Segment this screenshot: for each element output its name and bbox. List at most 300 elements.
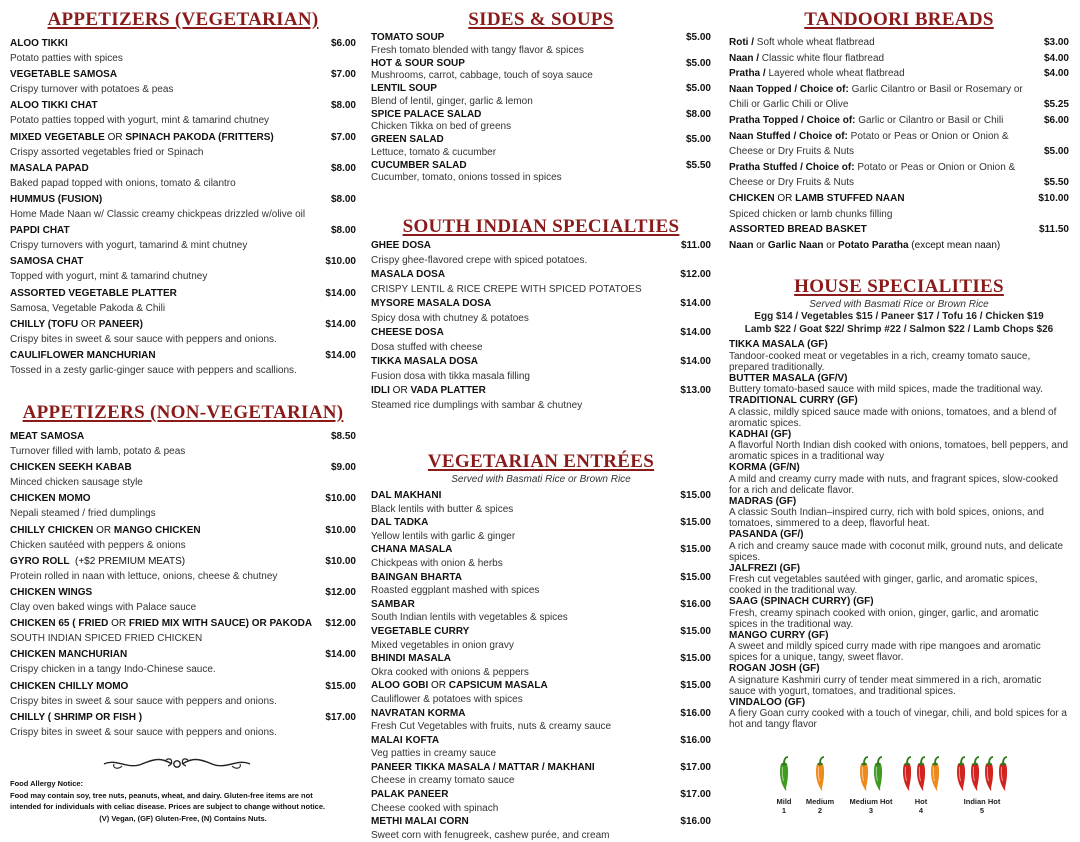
house-prices-2: Lamb $22 / Goat $22/ Shrimp #22 / Salmon $22 / Lamb Chops $26 bbox=[744, 323, 1054, 335]
menu-item bbox=[10, 36, 356, 67]
menu-item bbox=[729, 395, 1069, 429]
item-name: ALOO TIKKI bbox=[10, 38, 68, 49]
item-price: $11.50 bbox=[1038, 224, 1069, 236]
item-desc: Crispy bites in sweet & sour sauce with peppers and onions. bbox=[10, 726, 277, 738]
item-price: $12.00 bbox=[325, 618, 356, 630]
item-name bbox=[10, 130, 274, 145]
spice-level-name: Medium bbox=[805, 797, 835, 806]
veg-entrees-list bbox=[371, 489, 711, 842]
item-price: $7.00 bbox=[330, 69, 356, 81]
spice-level-name: Medium Hot bbox=[849, 797, 893, 806]
item-desc: Crispy chicken in a tangy Indo-Chinese sauce. bbox=[10, 664, 216, 676]
item-desc: Spicy dosa with chutney & potatoes bbox=[371, 312, 529, 324]
bread-item bbox=[729, 51, 1069, 67]
menu-item bbox=[10, 161, 356, 192]
bread-item bbox=[729, 113, 1069, 129]
appetizers-veg-title: APPETIZERS (VEGETARIAN) bbox=[47, 9, 319, 30]
item-desc: Topped with yogurt, mint & tamarind chutney bbox=[10, 271, 208, 283]
item-desc: Potato patties topped with yogurt, mint & tamarind chutney bbox=[10, 115, 270, 127]
item-desc bbox=[729, 238, 1069, 254]
spice-level-name: Indian Hot bbox=[963, 797, 1001, 806]
menu-item bbox=[10, 67, 356, 98]
allergy-legend: (V) Vegan, (GF) Gluten-Free, (N) Contains Nuts. bbox=[99, 813, 267, 823]
item-name: Roti / bbox=[729, 37, 754, 48]
item-name: SAAG (SPINACH CURRY) (GF) bbox=[729, 596, 874, 608]
basket-opt: Potato Paratha bbox=[837, 239, 909, 251]
item-name: JALFREZI (GF) bbox=[729, 562, 801, 574]
item-desc: Clay oven baked wings with Palace sauce bbox=[10, 602, 197, 613]
scroll-ornament-icon bbox=[102, 756, 252, 772]
item-name: Pratha Topped / Choice of: bbox=[729, 114, 856, 126]
menu-item bbox=[371, 761, 711, 788]
item-name-a: CHILLY (TOFU bbox=[10, 318, 79, 330]
item-name: PANEER TIKKA MASALA / MATTAR / MAKHANI bbox=[371, 761, 595, 773]
allergy-line: Food may contain soy, tree nuts, peanuts, wheat, and dairy. Gluten-free items are not bbox=[10, 790, 313, 800]
item-price: $4.00 bbox=[1043, 68, 1069, 80]
bread-item bbox=[729, 160, 1069, 191]
item-desc: Garlic Cilantro or Basil or Rosemary or Chili or Garlic Chili or Olive bbox=[729, 83, 1023, 111]
item-price: $5.25 bbox=[1043, 99, 1069, 111]
house-specialities-title: HOUSE SPECIALITIES bbox=[794, 276, 1004, 298]
item-desc: Layered whole wheat flatbread bbox=[765, 68, 905, 80]
item-note: (+$2 PREMIUM MEATS) bbox=[69, 555, 186, 567]
menu-item bbox=[10, 98, 356, 129]
item-name: CHILLY ( SHRIMP OR FISH ) bbox=[10, 711, 143, 723]
item-name bbox=[10, 554, 185, 569]
item-desc: Blend of lentil, ginger, garlic & lemon bbox=[371, 95, 533, 107]
spice-level-2-peppers bbox=[814, 756, 826, 794]
item-price: $15.00 bbox=[680, 625, 711, 637]
or-word: OR bbox=[93, 524, 114, 536]
item-name-b: LAMB STUFFED NAAN bbox=[795, 192, 905, 204]
item-price: $14.00 bbox=[680, 356, 711, 367]
item-desc: Crispy ghee-flavored crepe with spiced potatoes. bbox=[371, 254, 588, 266]
or-word: or bbox=[823, 239, 838, 251]
menu-item bbox=[371, 239, 711, 268]
spice-level-number: 1 bbox=[781, 806, 787, 815]
item-name: MASALA PAPAD bbox=[10, 162, 89, 174]
item-price: $5.50 bbox=[1043, 177, 1069, 189]
item-price: $14.00 bbox=[325, 287, 356, 299]
item-desc: Cheese cooked with spinach bbox=[371, 802, 499, 814]
item-desc: A sweet and mildly spiced curry made with ripe mangoes and aromatic spices for a unique, tangy, sweet flavor. bbox=[729, 641, 1041, 664]
item-name: Naan / bbox=[729, 52, 760, 64]
item-name: SAMOSA CHAT bbox=[10, 256, 84, 268]
menu-item bbox=[729, 663, 1069, 697]
menu-item bbox=[371, 32, 711, 58]
menu-item bbox=[729, 429, 1069, 463]
item-name bbox=[10, 616, 312, 631]
item-name: PAPDI CHAT bbox=[10, 225, 70, 237]
item-price: $9.00 bbox=[330, 462, 356, 474]
item-name: MANGO CURRY (GF) bbox=[729, 629, 829, 641]
item-desc: Soft whole wheat flatbread bbox=[754, 37, 875, 48]
item-name: KORMA (GF/N) bbox=[729, 462, 800, 474]
menu-item bbox=[10, 286, 356, 317]
spice-level-5-peppers bbox=[955, 756, 1009, 794]
item-name-b: CAPSICUM MASALA bbox=[448, 680, 548, 692]
menu-item bbox=[10, 317, 356, 348]
item-name: KADHAI (GF) bbox=[729, 428, 792, 440]
item-price: $11.00 bbox=[680, 240, 711, 251]
item-desc: Crispy turnovers with yogurt, tamarind & mint chutney bbox=[10, 240, 248, 252]
menu-item bbox=[371, 815, 711, 842]
item-price: $10.00 bbox=[325, 524, 356, 536]
item-name: DAL TADKA bbox=[371, 517, 429, 529]
menu-item bbox=[10, 192, 356, 223]
menu-item bbox=[371, 160, 711, 186]
item-price: $6.00 bbox=[330, 38, 356, 49]
item-name: Naan Stuffed / Choice of: bbox=[729, 130, 848, 142]
breads-list bbox=[729, 35, 1069, 253]
menu-item bbox=[371, 707, 711, 734]
item-desc: Protein rolled in naan with lettuce, onions, cheese & chutney bbox=[10, 570, 278, 582]
item-price: $16.00 bbox=[680, 734, 711, 746]
item-name: CHANA MASALA bbox=[371, 544, 453, 556]
sides-soups-title: SIDES & SOUPS bbox=[468, 9, 614, 30]
item-price: $16.00 bbox=[680, 816, 711, 828]
item-desc: A mild and creamy curry made with nuts, and fragrant spices, slow-cooked for a rich and delicate flavor. bbox=[729, 473, 1059, 496]
item-desc: Baked papad topped with onions, tomato & cilantro bbox=[10, 177, 236, 189]
item-desc: Garlic or Cilantro or Basil or Chili bbox=[855, 114, 1004, 126]
menu-item bbox=[10, 523, 356, 554]
item-name: BUTTER MASALA (GF/V) bbox=[729, 372, 848, 384]
left-column bbox=[10, 8, 356, 741]
basket-opt: Naan bbox=[729, 239, 754, 251]
bread-item bbox=[729, 129, 1069, 160]
item-desc: Turnover filled with lamb, potato & peas bbox=[10, 446, 186, 458]
item-price: $8.00 bbox=[330, 162, 356, 174]
menu-item bbox=[729, 630, 1069, 664]
item-name: VEGETABLE SAMOSA bbox=[10, 69, 118, 81]
item-name: ALOO TIKKI CHAT bbox=[10, 100, 98, 112]
item-name: PASANDA (GF/) bbox=[729, 529, 804, 541]
spice-level-scale bbox=[770, 756, 1030, 816]
menu-item bbox=[371, 355, 711, 384]
item-desc: Nepali steamed / fried dumplings bbox=[10, 508, 156, 520]
item-desc: Okra cooked with onions & peppers bbox=[371, 666, 529, 678]
item-name bbox=[10, 317, 143, 332]
item-name: SAMBAR bbox=[371, 598, 415, 610]
bread-item bbox=[729, 82, 1069, 113]
menu-item bbox=[371, 326, 711, 355]
item-name-a: GYRO ROLL bbox=[10, 555, 70, 567]
item-name-b: PANEER) bbox=[98, 318, 143, 330]
menu-item bbox=[10, 130, 356, 161]
item-price: $8.50 bbox=[330, 431, 356, 443]
item-name: MADRAS (GF) bbox=[729, 495, 797, 507]
spice-level-3-peppers bbox=[858, 756, 884, 794]
item-name: MYSORE MASALA DOSA bbox=[371, 298, 492, 309]
item-desc: A fiery Goan curry cooked with a touch of vinegar, chili, and bold spices for a hot and tangy flavor bbox=[729, 708, 1067, 731]
menu-item bbox=[729, 697, 1069, 731]
spice-level-name: Hot bbox=[914, 797, 928, 806]
item-desc: Samosa, Vegetable Pakoda & Chili bbox=[10, 302, 166, 314]
item-name: TRADITIONAL CURRY (GF) bbox=[729, 395, 858, 407]
or-word: or bbox=[753, 239, 768, 251]
item-price: $10.00 bbox=[325, 493, 356, 505]
item-name: BHINDI MASALA bbox=[371, 653, 451, 665]
item-desc: Potato or Peas or Onion or Onion & Cheese or Dry Fruits & Nuts bbox=[729, 161, 1016, 189]
south-indian-list bbox=[371, 239, 711, 413]
item-name-b: SPINACH PAKODA (FRITTERS) bbox=[125, 131, 274, 143]
menu-item bbox=[10, 223, 356, 254]
menu-item bbox=[371, 489, 711, 516]
item-price: $17.00 bbox=[325, 711, 356, 723]
item-name: CHICKEN SEEKH KABAB bbox=[10, 462, 132, 474]
menu-item bbox=[371, 598, 711, 625]
item-desc: Cheese in creamy tomato sauce bbox=[371, 775, 515, 787]
or-word: OR bbox=[774, 192, 796, 204]
item-name: MEAT SAMOSA bbox=[10, 431, 85, 443]
item-name bbox=[371, 384, 486, 399]
house-list bbox=[729, 339, 1069, 730]
item-name-b: FRIED MIX WITH SAUCE) OR PAKODA bbox=[128, 618, 313, 630]
item-price: $16.00 bbox=[680, 707, 711, 719]
item-price: $5.00 bbox=[1043, 146, 1069, 158]
item-name: VINDALOO (GF) bbox=[729, 696, 806, 708]
item-price: $16.00 bbox=[680, 598, 711, 610]
item-name: VEGETABLE CURRY bbox=[371, 625, 470, 637]
menu-item bbox=[10, 491, 356, 522]
menu-item bbox=[10, 710, 356, 741]
south-indian-title: SOUTH INDIAN SPECIALTIES bbox=[402, 216, 680, 237]
menu-item bbox=[371, 83, 711, 109]
item-desc: Crispy turnover with potatoes & peas bbox=[10, 84, 174, 96]
item-price: $5.50 bbox=[685, 159, 711, 171]
spice-level-number: 2 bbox=[817, 806, 823, 815]
item-desc: Black lentils with butter & spices bbox=[371, 503, 514, 515]
spice-level-1-peppers bbox=[778, 756, 790, 794]
chili-pepper-icon bbox=[997, 756, 1009, 794]
item-price: $14.00 bbox=[680, 327, 711, 338]
item-name: Pratha Stuffed / Choice of: bbox=[729, 161, 855, 173]
item-price: $12.00 bbox=[325, 587, 356, 598]
item-name: TIKKA MASALA (GF) bbox=[729, 339, 828, 351]
menu-item bbox=[10, 348, 356, 379]
item-desc: Mushrooms, carrot, cabbage, touch of soya sauce bbox=[371, 70, 593, 81]
item-desc: Steamed rice dumplings with sambar & chutney bbox=[371, 399, 583, 411]
menu-item bbox=[729, 373, 1069, 396]
item-name: MALAI KOFTA bbox=[371, 734, 440, 746]
allergy-line: intended for individuals with celiac disease. Prices are subject to change without notice. bbox=[10, 802, 326, 811]
spice-level-name: Mild bbox=[776, 797, 792, 806]
item-desc: Fresh Cut Vegetables with fruits, nuts & creamy sauce bbox=[371, 721, 612, 733]
item-price: $15.00 bbox=[680, 571, 711, 583]
item-name-a: IDLI bbox=[371, 385, 390, 396]
menu-item bbox=[729, 339, 1069, 373]
item-desc: Chicken sautéed with peppers & onions bbox=[10, 539, 186, 551]
item-price: $15.00 bbox=[680, 653, 711, 665]
item-price: $8.00 bbox=[330, 193, 356, 205]
item-desc: Cauliflower & potatoes with spices bbox=[371, 693, 523, 705]
item-price: $14.00 bbox=[325, 649, 356, 661]
item-price: $4.00 bbox=[1043, 52, 1069, 64]
item-price: $8.00 bbox=[685, 108, 711, 120]
item-desc: Crispy bites in sweet & sour sauce with peppers and onions. bbox=[10, 333, 277, 345]
item-name: ASSORTED BREAD BASKET bbox=[729, 224, 867, 236]
item-price: $17.00 bbox=[680, 789, 711, 801]
item-price: $14.00 bbox=[680, 298, 711, 309]
item-desc: Home Made Naan w/ Classic creamy chickpeas drizzled w/olive oil bbox=[10, 208, 306, 220]
item-name: CHEESE DOSA bbox=[371, 327, 444, 338]
menu-item bbox=[10, 554, 356, 585]
item-price: $14.00 bbox=[325, 318, 356, 330]
chili-pepper-icon bbox=[858, 756, 870, 794]
item-desc: Minced chicken sausage style bbox=[10, 477, 143, 489]
item-name bbox=[10, 523, 201, 538]
item-name: Pratha / bbox=[729, 68, 766, 80]
chili-pepper-icon bbox=[929, 756, 941, 794]
item-price: $12.00 bbox=[680, 269, 711, 280]
chili-pepper-icon bbox=[955, 756, 967, 794]
chili-pepper-icon bbox=[969, 756, 981, 794]
bread-item bbox=[729, 35, 1069, 51]
item-price: $15.00 bbox=[680, 680, 711, 692]
menu-item bbox=[371, 516, 711, 543]
item-desc: Crispy assorted vegetables fried or Spinach bbox=[10, 146, 204, 158]
or-word: OR bbox=[104, 131, 126, 143]
item-desc: Potato or Peas or Onion or Onion & Cheese or Dry Fruits & Nuts bbox=[729, 130, 1009, 158]
bread-item bbox=[729, 66, 1069, 82]
item-name: HUMMUS (FUSION) bbox=[10, 193, 103, 205]
item-price: $15.00 bbox=[680, 517, 711, 529]
menu-item bbox=[371, 58, 711, 84]
menu-item bbox=[371, 109, 711, 135]
menu-item bbox=[10, 647, 356, 678]
or-word: OR bbox=[428, 680, 449, 692]
item-desc: A classic South Indian–inspired curry, rich with bold spices, onions, and tomatoes, simmered to a deep, flavorful heat. bbox=[729, 507, 1044, 530]
item-name: ASSORTED VEGETABLE PLATTER bbox=[10, 287, 177, 299]
item-price: $5.00 bbox=[685, 57, 711, 69]
menu-item bbox=[10, 429, 356, 460]
item-price: $15.00 bbox=[680, 544, 711, 556]
item-price: $5.00 bbox=[685, 83, 711, 94]
item-desc: Mixed vegetables in onion gravy bbox=[371, 639, 514, 651]
item-name: NAVRATAN KORMA bbox=[371, 707, 466, 719]
item-price: $6.00 bbox=[1043, 114, 1069, 126]
item-desc: Fusion dosa with tikka masala filling bbox=[371, 370, 530, 382]
sides-soups-list bbox=[371, 32, 711, 185]
item-name: CHICKEN WINGS bbox=[10, 587, 93, 598]
item-name-a: CHILLY CHICKEN bbox=[10, 524, 94, 536]
item-desc: Veg patties in creamy sauce bbox=[371, 748, 497, 760]
menu-item bbox=[729, 462, 1069, 496]
chili-pepper-icon bbox=[814, 756, 826, 794]
item-name: ROGAN JOSH (GF) bbox=[729, 663, 820, 675]
item-name bbox=[729, 191, 905, 207]
bread-basket-item bbox=[729, 222, 1069, 253]
menu-item bbox=[10, 254, 356, 285]
item-name: HOT & SOUR SOUP bbox=[371, 57, 465, 69]
menu-item bbox=[10, 460, 356, 491]
item-price: $3.00 bbox=[1043, 37, 1069, 48]
middle-column bbox=[371, 8, 711, 842]
menu-item bbox=[371, 571, 711, 598]
item-desc: Tandoor-cooked meat or vegetables in a rich, creamy tomato sauce, prepared traditionally. bbox=[729, 350, 1031, 373]
item-desc: Fresh cut vegetables sautéed with ginger, garlic, and aromatic spices, cooked in the traditional way. bbox=[729, 574, 1038, 597]
item-name: CUCUMBER SALAD bbox=[371, 159, 467, 171]
spice-level-number: 5 bbox=[979, 806, 985, 815]
item-name: SPICE PALACE SALAD bbox=[371, 108, 482, 120]
item-desc: SOUTH INDIAN SPICED FRIED CHICKEN bbox=[10, 633, 203, 645]
item-price: $17.00 bbox=[680, 761, 711, 773]
item-name: Naan Topped / Choice of: bbox=[729, 83, 849, 95]
allergy-notice bbox=[10, 778, 356, 824]
veg-entrees-title: VEGETARIAN ENTRÉES bbox=[427, 451, 655, 472]
item-desc: Crispy bites in sweet & sour sauce with peppers and onions. bbox=[10, 695, 277, 707]
menu-item bbox=[729, 496, 1069, 530]
item-name: CHICKEN MOMO bbox=[10, 493, 91, 505]
menu-item bbox=[10, 585, 356, 616]
item-desc: Cucumber, tomato, onions tossed in spices bbox=[371, 172, 562, 183]
item-desc: Fresh, creamy spinach cooked with onion, ginger, garlic, and aromatic spices in the traditional way. bbox=[729, 607, 1039, 630]
item-desc: Chicken Tikka on bed of greens bbox=[371, 121, 512, 132]
item-desc: Lettuce, tomato & cucumber bbox=[371, 146, 497, 158]
chili-pepper-icon bbox=[901, 756, 913, 794]
item-desc: Classic white flour flatbread bbox=[759, 52, 885, 64]
item-desc: A classic, mildly spiced sauce made with onions, tomatoes, and a blend of aromatic spices. bbox=[729, 406, 1057, 429]
menu-item bbox=[371, 734, 711, 761]
menu-item bbox=[10, 616, 356, 647]
appetizers-veg-list bbox=[10, 36, 356, 379]
item-price: $15.00 bbox=[325, 680, 356, 692]
item-name: CHICKEN CHILLY MOMO bbox=[10, 680, 129, 692]
item-name: TIKKA MASALA DOSA bbox=[371, 356, 479, 367]
item-name: PALAK PANEER bbox=[371, 789, 449, 801]
item-desc: Fresh tomato blended with tangy flavor & spices bbox=[371, 44, 584, 56]
menu-item bbox=[729, 596, 1069, 630]
item-name-a: ALOO GOBI bbox=[371, 680, 429, 692]
item-name-b: VADA PLATTER bbox=[410, 385, 486, 396]
item-desc: Yellow lentils with garlic & ginger bbox=[371, 530, 516, 542]
item-name: METHI MALAI CORN bbox=[371, 816, 469, 828]
item-name: BAINGAN BHARTA bbox=[371, 571, 462, 583]
item-price: $5.00 bbox=[685, 32, 711, 43]
house-prices-1: Egg $14 / Vegetables $15 / Paneer $17 / Tofu 16 / Chicken $19 bbox=[754, 311, 1044, 323]
item-price: $10.00 bbox=[325, 555, 356, 567]
item-name: GHEE DOSA bbox=[371, 240, 432, 251]
item-desc: CRISPY LENTIL & RICE CREPE WITH SPICED POTATOES bbox=[371, 283, 642, 295]
item-desc: Spiced chicken or lamb chunks filling bbox=[729, 208, 893, 220]
item-name: DAL MAKHANI bbox=[371, 490, 442, 501]
appetizers-nonveg-list bbox=[10, 429, 356, 741]
item-desc: Sweet corn with fenugreek, cashew purée, and cream bbox=[371, 829, 610, 841]
spice-level-label bbox=[950, 797, 1014, 815]
spice-level-number: 4 bbox=[918, 806, 924, 815]
menu-item bbox=[371, 625, 711, 652]
menu-item bbox=[371, 134, 711, 160]
spice-level-number: 3 bbox=[868, 806, 874, 815]
item-name-a: MIXED VEGETABLE bbox=[10, 131, 105, 143]
item-desc: A rich and creamy sauce made with coconut milk, ground nuts, and delicate spices. bbox=[729, 540, 1064, 563]
menu-item bbox=[371, 297, 711, 326]
item-price: $10.00 bbox=[325, 256, 356, 268]
item-price: $13.00 bbox=[680, 385, 711, 396]
item-name: CAULIFLOWER MANCHURIAN bbox=[10, 349, 156, 361]
item-name: LENTIL SOUP bbox=[371, 83, 437, 94]
menu-item bbox=[729, 563, 1069, 597]
item-price: $15.00 bbox=[680, 490, 711, 501]
menu-item bbox=[10, 679, 356, 710]
veg-entrees-subtitle: Served with Basmati Rice or Brown Rice bbox=[451, 474, 631, 485]
menu-item bbox=[371, 384, 711, 413]
allergy-title: Food Allergy Notice: bbox=[10, 779, 84, 788]
item-desc: Potato patties with spices bbox=[10, 53, 123, 64]
spice-level-label bbox=[889, 797, 953, 815]
house-subtitle: Served with Basmati Rice or Brown Rice bbox=[809, 299, 989, 311]
item-price: $14.00 bbox=[325, 349, 356, 361]
